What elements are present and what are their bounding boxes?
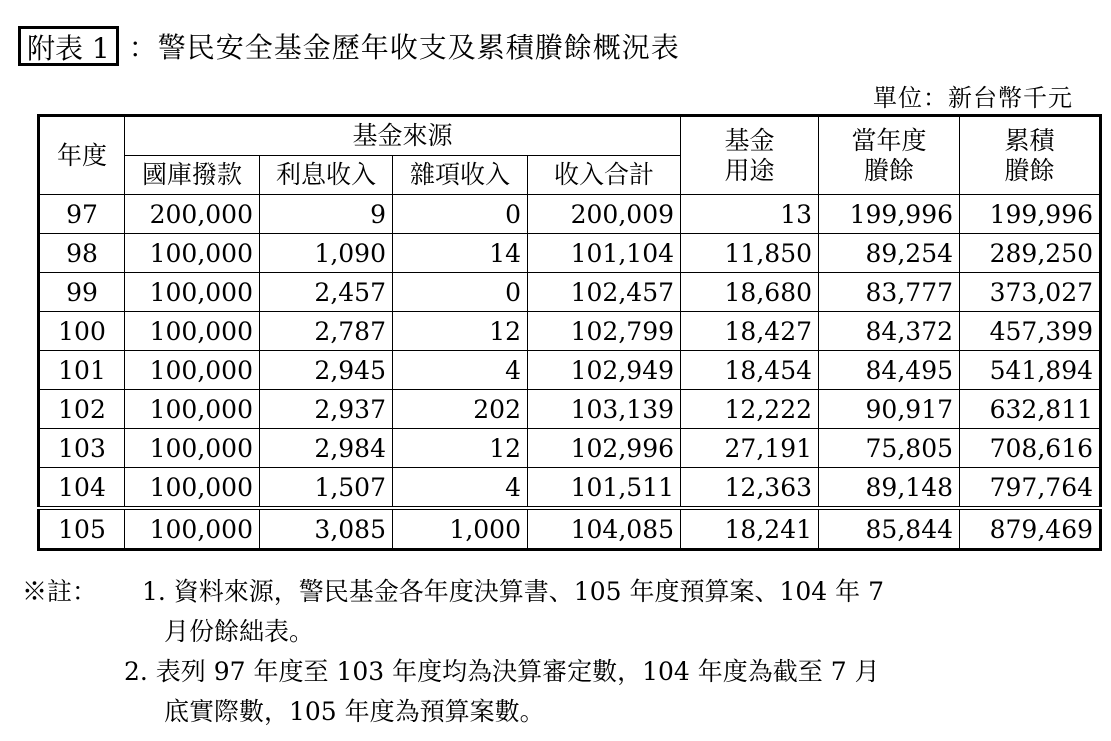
value-cell: 100,000	[125, 273, 260, 312]
year-cell: 100	[39, 312, 125, 351]
year-cell: 103	[39, 429, 125, 468]
note-2-line-2: 底實際數，105 年度為預算案數。	[164, 697, 545, 726]
table-row	[39, 273, 1101, 312]
value-cell: 200,009	[528, 195, 681, 234]
value-cell: 100,000	[125, 234, 260, 273]
value-cell: 84,372	[819, 312, 960, 351]
header-year: 年度	[39, 116, 125, 195]
appendix-label: 附表 1	[18, 26, 119, 66]
value-cell: 100,000	[125, 390, 260, 429]
page-title: ：警民安全基金歷年收支及累積賸餘概況表	[128, 31, 680, 64]
value-cell: 100,000	[125, 312, 260, 351]
year-cell: 101	[39, 351, 125, 390]
value-cell: 89,254	[819, 234, 960, 273]
year-cell: 99	[39, 273, 125, 312]
value-cell: 84,495	[819, 351, 960, 390]
value-cell: 0	[393, 273, 528, 312]
year-cell: 102	[39, 390, 125, 429]
value-cell: 2,457	[260, 273, 393, 312]
header-annual-surplus: 當年度 賸餘	[819, 116, 960, 195]
value-cell: 373,027	[960, 273, 1101, 312]
value-cell: 100,000	[125, 508, 260, 550]
table-row	[39, 195, 1101, 234]
value-cell: 1,000	[393, 508, 528, 550]
value-cell: 100,000	[125, 468, 260, 509]
value-cell: 12,363	[681, 468, 819, 509]
value-cell: 289,250	[960, 234, 1101, 273]
value-cell: 708,616	[960, 429, 1101, 468]
value-cell: 1,507	[260, 468, 393, 509]
note-1-line-1: 1. 資料來源，警民基金各年度決算書、105 年度預算案、104 年 7	[142, 577, 884, 606]
value-cell: 2,787	[260, 312, 393, 351]
notes	[22, 572, 884, 732]
table-row	[39, 390, 1101, 429]
value-cell: 18,680	[681, 273, 819, 312]
value-cell: 12	[393, 429, 528, 468]
value-cell: 0	[393, 195, 528, 234]
header-fund-use: 基金 用途	[681, 116, 819, 195]
note-1	[22, 572, 884, 612]
value-cell: 13	[681, 195, 819, 234]
value-cell: 12,222	[681, 390, 819, 429]
year-cell: 97	[39, 195, 125, 234]
value-cell: 103,139	[528, 390, 681, 429]
value-cell: 101,104	[528, 234, 681, 273]
value-cell: 14	[393, 234, 528, 273]
value-cell: 4	[393, 468, 528, 509]
table-row	[39, 351, 1101, 390]
value-cell: 102,457	[528, 273, 681, 312]
value-cell: 89,148	[819, 468, 960, 509]
table-row	[39, 429, 1101, 468]
value-cell: 102,996	[528, 429, 681, 468]
header-misc: 雜項收入	[393, 156, 528, 195]
header-source-group: 基金來源	[125, 116, 681, 156]
header-treasury: 國庫撥款	[125, 156, 260, 195]
value-cell: 27,191	[681, 429, 819, 468]
value-cell: 102,949	[528, 351, 681, 390]
header-cumulative-surplus: 累積 賸餘	[960, 116, 1101, 195]
header-interest: 利息收入	[260, 156, 393, 195]
note-prefix: ※註：	[22, 577, 98, 606]
header-total-income: 收入合計	[528, 156, 681, 195]
value-cell: 11,850	[681, 234, 819, 273]
value-cell: 879,469	[960, 508, 1101, 550]
value-cell: 102,799	[528, 312, 681, 351]
year-cell: 105	[39, 508, 125, 550]
value-cell: 104,085	[528, 508, 681, 550]
value-cell: 199,996	[819, 195, 960, 234]
value-cell: 85,844	[819, 508, 960, 550]
value-cell: 9	[260, 195, 393, 234]
value-cell: 3,085	[260, 508, 393, 550]
value-cell: 83,777	[819, 273, 960, 312]
note-1-line-2: 月份餘絀表。	[164, 617, 315, 646]
table-row	[39, 312, 1101, 351]
value-cell: 75,805	[819, 429, 960, 468]
value-cell: 101,511	[528, 468, 681, 509]
value-cell: 199,996	[960, 195, 1101, 234]
value-cell: 18,427	[681, 312, 819, 351]
value-cell: 100,000	[125, 429, 260, 468]
value-cell: 100,000	[125, 351, 260, 390]
value-cell: 12	[393, 312, 528, 351]
value-cell: 2,937	[260, 390, 393, 429]
year-cell: 98	[39, 234, 125, 273]
value-cell: 200,000	[125, 195, 260, 234]
value-cell: 457,399	[960, 312, 1101, 351]
value-cell: 18,454	[681, 351, 819, 390]
value-cell: 2,945	[260, 351, 393, 390]
value-cell: 2,984	[260, 429, 393, 468]
value-cell: 90,917	[819, 390, 960, 429]
value-cell: 541,894	[960, 351, 1101, 390]
value-cell: 1,090	[260, 234, 393, 273]
value-cell: 4	[393, 351, 528, 390]
table-row	[39, 234, 1101, 273]
value-cell: 202	[393, 390, 528, 429]
value-cell: 797,764	[960, 468, 1101, 509]
fund-table	[37, 114, 1102, 551]
table-row	[39, 468, 1101, 509]
value-cell: 18,241	[681, 508, 819, 550]
unit-label: 單位：新台幣千元	[873, 84, 1073, 112]
table-row	[39, 508, 1101, 550]
title-row	[18, 22, 680, 70]
year-cell: 104	[39, 468, 125, 509]
note-2-line-1: 2. 表列 97 年度至 103 年度均為決算審定數，104 年度為截至 7 月	[124, 657, 880, 686]
value-cell: 632,811	[960, 390, 1101, 429]
